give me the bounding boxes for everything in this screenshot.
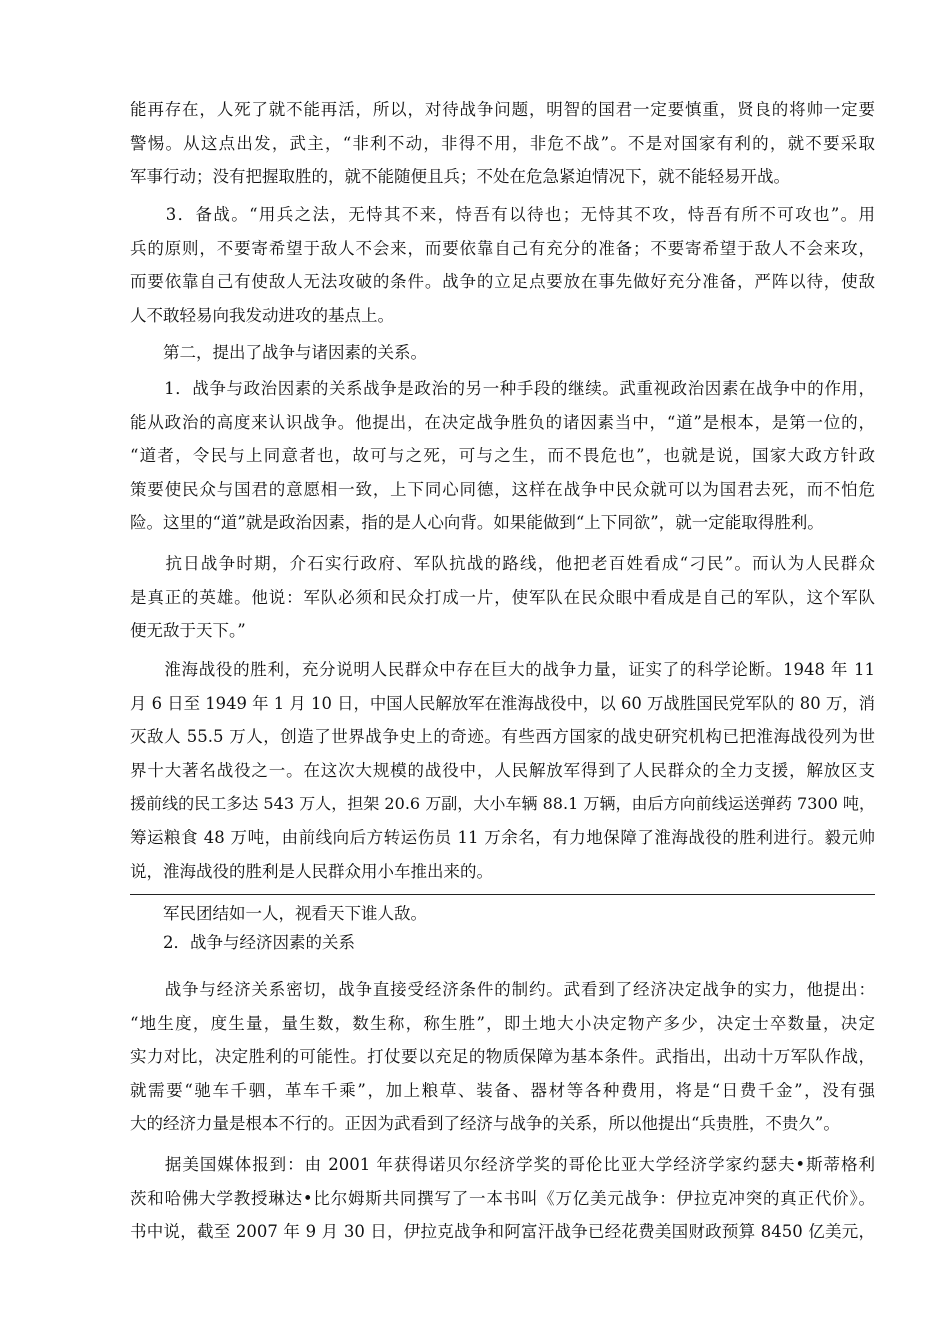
text-line: 灭敌人 55.5 万人，创造了世界战争史上的奇迹。有些西方国家的战史研究机构已把淮海战役列为世	[130, 727, 875, 747]
text-line: 战争与经济关系密切，战争直接受经济条件的制约。武看到了经济决定战争的实力，他提出：	[130, 980, 875, 999]
horizontal-divider	[130, 894, 875, 895]
text-line: 策要使民众与国君的意愿相一致，上下同心同德，这样在战争中民众就可以为国君去死，而不怕危	[130, 479, 875, 499]
text-line: 是真正的英雄。他说：军队必须和民众打成一片，使军队在民众眼中看成是自己的军队，这个军队	[130, 587, 875, 607]
text-line: 筹运粮食 48 万吨，由前线向后方转运伤员 11 万余名，有力地保障了淮海战役的胜利进行。毅元帅	[130, 827, 875, 847]
text-line: 警惕。从这点出发，武主，“非利不动，非得不用，非危不战”。不是对国家有利的，就不要采取	[130, 133, 875, 153]
text-line: 据美国媒体报到：由 2001 年获得诺贝尔经济学奖的哥伦比亚大学经济学家约瑟夫•斯蒂格利	[130, 1155, 875, 1174]
text-line: 军事行动；没有把握取胜的，就不能随便且兵；不处在危急紧迫情况下，就不能轻易开战。	[130, 167, 790, 187]
text-line: 能再存在，人死了就不能再活，所以，对待战争问题，明智的国君一定要慎重，贤良的将帅一定要	[130, 100, 875, 119]
paragraph-economy	[130, 973, 875, 1141]
paragraph-unity-verse	[130, 899, 875, 929]
text-line: 3．备战。“用兵之法，无恃其不来，恃吾有以待也；无恃其不攻，恃吾有所不可攻也”。用	[130, 205, 875, 224]
text-line: 茨和哈佛大学教授琳达•比尔姆斯共同撰写了一本书叫《万亿美元战争：伊拉克冲突的真正代价》。	[130, 1188, 875, 1208]
text-line: 能从政治的高度来认识战争。他提出，在决定战争胜负的诸因素当中，“道”是根本，是第一位的，	[130, 412, 875, 432]
text-line: 险。这里的“道”就是政治因素，指的是人心向背。如果能做到“上下同欲”，就一定能取得胜利。	[130, 513, 824, 533]
paragraph-politics	[130, 372, 875, 540]
text-line: 书中说，截至 2007 年 9 月 30 日，伊拉克战争和阿富汗战争已经花费美国财政预算 8450 亿美元，	[130, 1222, 875, 1242]
text-line: 就需要“驰车千驷，革车千乘”，加上粮草、装备、器材等各种费用，将是“日费千金”，没有强	[130, 1080, 875, 1100]
text-line: “地生度，度生量，量生数，数生称，称生胜”，即土地大小决定物产多少，决定士卒数量，决定	[130, 1013, 875, 1033]
text-line: 1．战争与政治因素的关系战争是政治的另一种手段的继续。武重视政治因素在战争中的作用，	[130, 379, 875, 398]
text-line: 界十大著名战役之一。在这次大规模的战役中，人民解放军得到了人民群众的全力支援，解放区支	[130, 760, 875, 780]
text-line: 援前线的民工多达 543 万人，担架 20.6 万副，大小车辆 88.1 万辆，由后方向前线运送弹药 7300 吨，	[130, 794, 875, 814]
text-line: 月 6 日至 1949 年 1 月 10 日，中国人民解放军在淮海战役中，以 60 万战胜国民党军队的 80 万，消	[130, 693, 875, 713]
text-line: 淮海战役的胜利，充分说明人民群众中存在巨大的战争力量，证实了的科学论断。1948 年 11	[130, 660, 875, 679]
paragraph-preparation	[130, 198, 875, 332]
paragraph-anti-japanese-war	[130, 547, 875, 648]
paragraph-war-caution	[130, 93, 875, 194]
text-line: 而要依靠自己有使敌人无法攻破的条件。战争的立足点要放在事先做好充分准备，严阵以待，使敌	[130, 272, 875, 292]
text-line: 2．战争与经济因素的关系	[130, 933, 355, 952]
paragraph-second-point	[130, 336, 875, 370]
text-line: “道者，令民与上同意者也，故可与之死，可与之生，而不畏危也”，也就是说，国家大政方针政	[130, 446, 875, 466]
paragraph-huaihai-campaign	[130, 653, 875, 888]
text-line: 人不敢轻易向我发动进攻的基点上。	[130, 305, 394, 325]
paragraph-trillion-dollar-war	[130, 1148, 875, 1249]
text-line: 大的经济力量是根本不行的。正因为武看到了经济与战争的关系，所以他提出“兵贵胜，不贵久”。	[130, 1114, 840, 1134]
text-line: 便无敌于天下。”	[130, 621, 246, 641]
text-line: 第二，提出了战争与诸因素的关系。	[130, 343, 427, 362]
paragraph-economy-heading	[130, 928, 875, 958]
text-line: 说，淮海战役的胜利是人民群众用小车推出来的。	[130, 861, 493, 881]
text-line: 兵的原则，不要寄希望于敌人不会来，而要依靠自己有充分的准备；不要寄希望于敌人不会来攻，	[130, 238, 875, 258]
text-line: 实力对比，决定胜利的可能性。打仗要以充足的物质保障为基本条件。武指出，出动十万军队作战，	[130, 1047, 875, 1067]
text-line: 抗日战争时期，介石实行政府、军队抗战的路线，他把老百姓看成“刁民”。而认为人民群众	[130, 554, 875, 573]
text-line: 军民团结如一人，视看天下谁人敌。	[130, 904, 427, 923]
